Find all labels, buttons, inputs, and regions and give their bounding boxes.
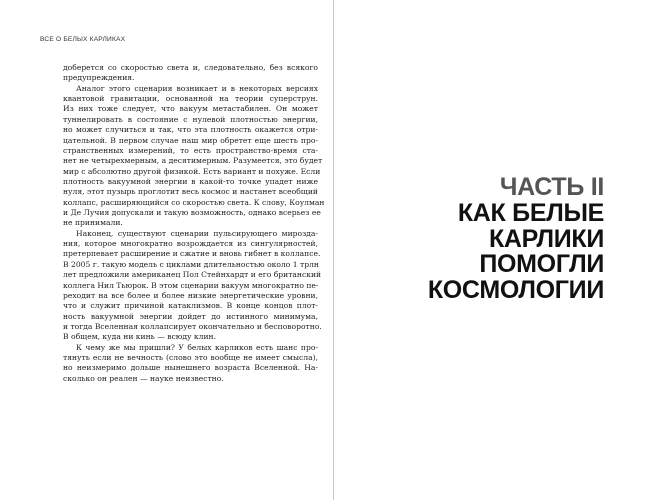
text-line: коллега Нил Тьюрок. В этом сценарии вакуум многократно пе- — [63, 280, 319, 290]
text-line: что и служит причиной катаклизмов. В конце концов плот- — [63, 301, 318, 311]
text-line: реходит на все более и более низкие энергетические уровни, — [63, 290, 318, 300]
text-line: лет предложили американец Пол Стейнхардт и его британский — [63, 270, 322, 280]
text-line: цательной. В первом случае наш мир обретет еще шесть про- — [63, 135, 318, 145]
running-head: ВСЕ О БЕЛЫХ КАРЛИКАХ — [40, 36, 126, 43]
part-label: ЧАСТЬ II — [499, 173, 604, 201]
text-line: нет не четырехмерным, а десятимерным. Разумеется, это будет — [63, 156, 323, 166]
text-line: предупреждения. — [63, 73, 135, 83]
text-line: ность вакуумной энергии дойдет до истинного минимума, — [63, 311, 318, 321]
text-line: доберется со скоростью света и, следовательно, без всякого — [63, 63, 318, 72]
title-line: ПОМОГЛИ — [479, 250, 604, 279]
text-line: плотность вакуумной энергии в какой-то точке упадет ниже — [63, 176, 318, 186]
text-line: не принимали. — [63, 218, 123, 228]
text-line: В общем, куда ни кинь — всюду клин. — [63, 332, 217, 342]
text-line: коллапс, расширяющийся со скоростью света. К слову, Коулман — [63, 197, 325, 207]
title-line: КАК БЕЛЫЕ — [457, 198, 604, 227]
text-line: В 2005 г. такую модель с циклами длительностью около 1 трлн — [63, 259, 319, 269]
text-line: ния, которое многократно возрождается из сингулярностей, — [63, 239, 318, 249]
text-line: и тогда Вселенная коллапсирует окончательно и бесповоротно. — [63, 321, 322, 331]
text-line: тянуть если не вечность (слово это вообще не имеет смысла), — [63, 353, 318, 363]
right-page — [334, 0, 664, 500]
text-line: но может случиться и так, что эта плотность окажется отри- — [63, 125, 318, 135]
title-line: КОСМОЛОГИИ — [427, 276, 604, 305]
part-title — [428, 175, 604, 304]
text-line: нуля, этот пузырь проглотит весь космос и настанет всеобщий — [63, 187, 318, 197]
text-line: и Де Лучия допускали и такую возможность, однако всерьез ее — [63, 208, 321, 218]
text-line: претерпевает расширение и сжатие и вновь гибнет в коллапсе. — [63, 249, 321, 259]
text-line: Из них тоже следует, что вакуум метастабилен. Он может — [63, 104, 318, 114]
text-line: сколько он реален — науке неизвестно. — [63, 373, 224, 383]
text-line: квантовой гравитации, основанной на теории суперструн. — [63, 94, 318, 104]
text-line: но неизмеримо дольше нынешнего возраста Вселенной. На- — [63, 363, 318, 373]
text-line: К чему же мы пришли? У белых карликов есть шанс про- — [76, 342, 318, 352]
body-text — [63, 63, 325, 384]
title-line: КАРЛИКИ — [488, 224, 604, 253]
text-line: Аналог этого сценария возникает и в некоторых версиях — [76, 83, 318, 93]
text-line: мир с абсолютно другой физикой. Есть вариант и похуже. Если — [63, 166, 321, 176]
text-line: Наконец, существуют сценарии пульсирующего мирозда- — [76, 228, 318, 238]
text-line: туннелировать в состояние с нулевой плотностью энергии, — [63, 114, 318, 124]
text-line: странственных измерений, то есть пространство-время ста- — [63, 145, 318, 155]
